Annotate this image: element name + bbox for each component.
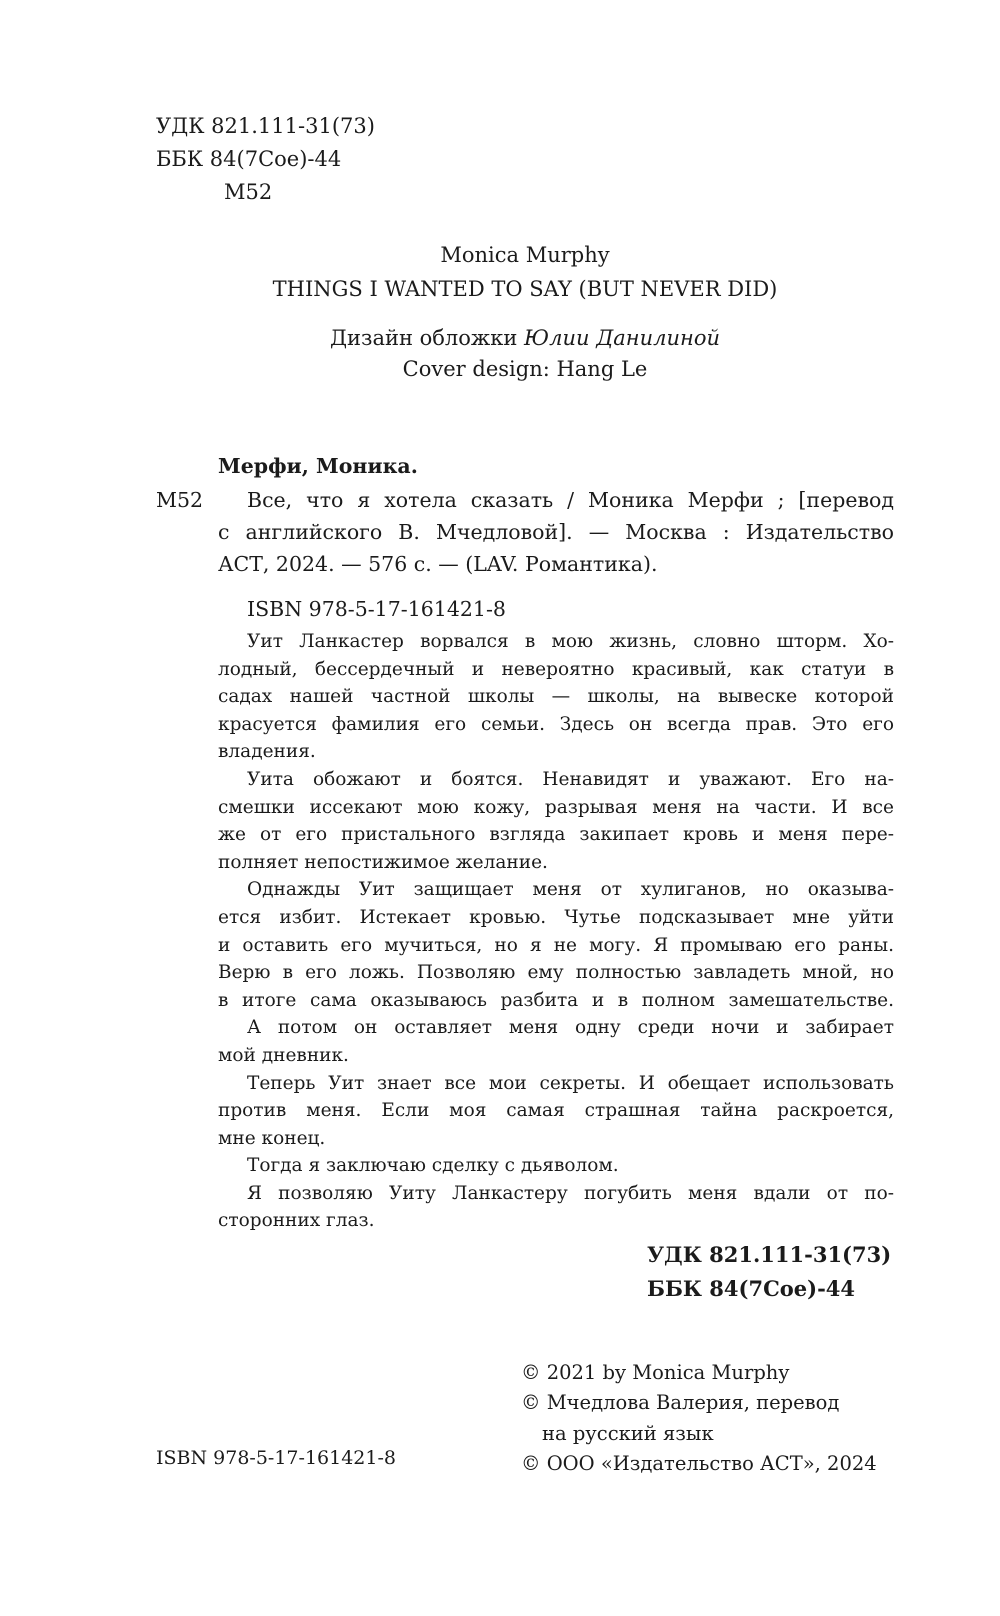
catalog-author-mark: М52 (156, 488, 204, 512)
original-author: Monica Murphy (440, 243, 610, 267)
annotation-line: лодный, бессердечный и невероятно красивый, как статуи в (218, 658, 894, 680)
annotation-paragraph (218, 876, 894, 1014)
copyright-line: © ООО «Издательство АСТ», 2024 (521, 1451, 877, 1475)
cover-design-ru (156, 323, 894, 354)
catalog-entry-heading: Мерфи, Моника. (218, 454, 418, 478)
copyright-line: © Мчедлова Валерия, перевод (521, 1391, 840, 1415)
annotation (218, 628, 894, 1235)
catalog-entry-line: с английского В. Мчедловой]. — Москва : Издательство (218, 520, 894, 544)
annotation-paragraph (218, 1014, 894, 1069)
annotation-line: Однажды Уит защищает меня от хулиганов, но оказыва- (247, 879, 894, 901)
footer-classification-codes (647, 1238, 891, 1306)
annotation-line: мне конец. (218, 1127, 326, 1149)
annotation-line: А потом он оставляет меня одну среди ночи и забирает (247, 1017, 894, 1039)
annotation-line: Верю в его ложь. Позволяю ему полностью завладеть мной, но (218, 962, 894, 984)
annotation-line: садах нашей частной школы — школы, на вывеске которой (218, 686, 894, 708)
annotation-paragraph (218, 1180, 894, 1235)
annotation-line: Теперь Уит знает все мои секреты. И обещает использовать (247, 1072, 894, 1094)
annotation-line: Уита обожают и боятся. Ненавидят и уважают. Его на- (247, 768, 894, 790)
annotation-line: же от его пристального взгляда закипает кровь и меня пере- (218, 824, 894, 846)
annotation-line: смешки иссекают мою кожу, разрывая меня на части. И все (218, 796, 894, 818)
catalog-entry-description (156, 484, 894, 580)
footer-isbn: ISBN 978-5-17-161421-8 (156, 1447, 396, 1469)
annotation-line: и оставить его мучиться, но я не могу. Я промываю его раны. (218, 934, 894, 956)
annotation-line: Тогда я заключаю сделку с дьяволом. (247, 1155, 619, 1177)
annotation-line: в итоге сама оказываюсь разбита и в полном замешательстве. (218, 989, 894, 1011)
cover-design-ru-prefix: Дизайн обложки (329, 326, 518, 350)
udc-code: УДК 821.111-31(73) (156, 114, 375, 138)
annotation-paragraph (218, 1070, 894, 1153)
catalog-isbn: ISBN 978-5-17-161421-8 (247, 597, 506, 621)
author-mark: М52 (224, 180, 273, 204)
annotation-line: красуется фамилия его семьи. Здесь он всегда прав. Это его (218, 713, 894, 735)
catalog-entry-line: Все, что я хотела сказать / Моника Мерфи ; [перевод (247, 488, 894, 512)
annotation-paragraph (218, 628, 894, 766)
bbk-code: ББК 84(7Сое)-44 (156, 147, 342, 171)
annotation-line: Уит Ланкастер ворвался в мою жизнь, словно шторм. Хо- (247, 631, 894, 652)
annotation-paragraph (218, 1152, 894, 1180)
cover-design-en: Cover design: Hang Le (402, 357, 648, 381)
classification-codes (156, 110, 375, 209)
annotation-line: владения. (218, 741, 316, 763)
annotation-line: мой дневник. (218, 1044, 349, 1066)
annotation-line: против меня. Если моя самая страшная тайна раскроется, (218, 1100, 894, 1122)
annotation-line: Я позволяю Уиту Ланкастеру погубить меня вдали от по- (247, 1182, 894, 1204)
annotation-line: ется избит. Истекает кровью. Чутье подсказывает мне уйти (218, 906, 894, 928)
cover-credits (156, 323, 894, 385)
catalog-entry-line: АСТ, 2024. — 576 с. — (LAV. Романтика). (218, 552, 658, 576)
copyright-line: © 2021 by Monica Murphy (521, 1361, 790, 1384)
cover-designer-name: Юлии Данилиной (524, 326, 721, 350)
original-edition-info (156, 238, 894, 306)
footer-udc-code: УДК 821.111-31(73) (647, 1242, 892, 1267)
annotation-line: сторонних глаз. (218, 1210, 375, 1232)
original-title: THINGS I WANTED TO SAY (BUT NEVER DID) (272, 277, 778, 301)
annotation-paragraph (218, 766, 894, 876)
copyright-line: на русский язык (542, 1421, 714, 1445)
copyright-notice (521, 1358, 877, 1479)
footer-bbk-code: ББК 84(7Сое)-44 (647, 1276, 856, 1301)
annotation-line: полняет непостижимое желание. (218, 851, 548, 873)
